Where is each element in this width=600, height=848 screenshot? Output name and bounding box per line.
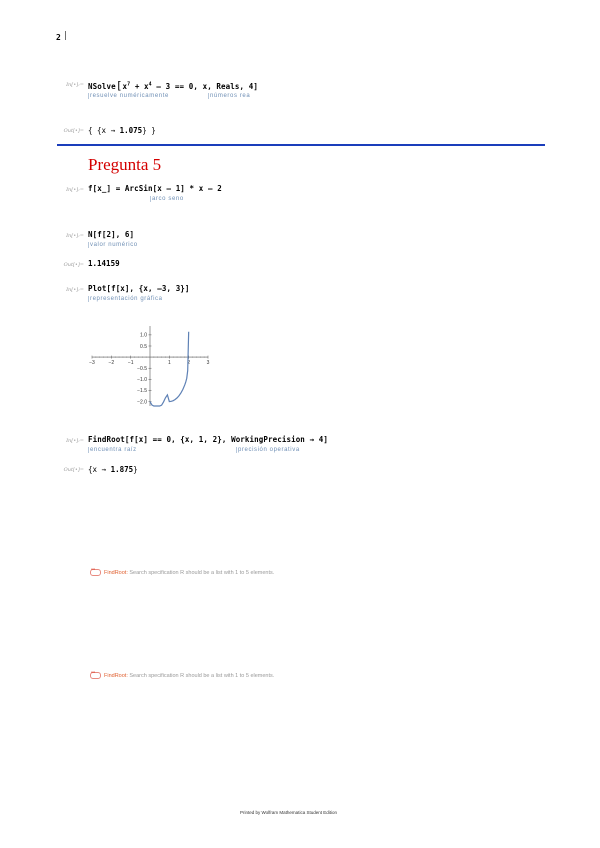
y-tick-label: 1.0 [140, 332, 147, 339]
output-label: Out[•]= [63, 262, 84, 268]
findroot-hint: encuentra raíz [90, 447, 137, 453]
page-number: 2 [56, 33, 61, 42]
footer-text: Printed by Wolfram Mathematica Student Edition [240, 810, 337, 815]
nsolve-output: { {x → 1.075} } [88, 126, 156, 135]
section-rule [57, 144, 545, 146]
numeric-output: 1.14159 [88, 259, 120, 268]
numeric-hint: valor numérico [90, 242, 138, 248]
y-tick-label: −1.0 [137, 377, 147, 384]
error-message[interactable]: •••FindRoot: Search specification R should be a list with 1 to 5 elements. [90, 672, 274, 679]
output-label: Out[•]= [63, 467, 84, 473]
plot-input[interactable]: Plot[f[x], {x, –3, 3}] [88, 284, 190, 293]
message-dots-icon[interactable] [90, 672, 101, 679]
x-tick-label: 2 [187, 360, 191, 367]
y-tick-label: 0.5 [140, 343, 147, 350]
x-tick-label: 3 [206, 360, 210, 367]
nsolve-input[interactable]: $NSolve[x^7 + x^4 - 3 == 0$, x, Reals, 4] [88, 79, 258, 92]
function-plot[interactable] [84, 322, 216, 410]
error-message[interactable]: •••FindRoot: Search specification R should be a list with 1 to 5 elements. [90, 569, 274, 576]
arcsin-hint: arco seno [152, 196, 184, 202]
x-tick-label: −3 [89, 360, 95, 367]
x-tick-label: −2 [108, 360, 115, 367]
plot-hint: representación gráfica [90, 296, 163, 302]
section-title[interactable]: Pregunta 5 [88, 155, 162, 174]
input-label: In[•]:= [66, 438, 84, 444]
output-label: Out[•]= [63, 128, 84, 134]
input-label: In[•]:= [66, 287, 84, 293]
x-tick-label: 1 [167, 360, 171, 367]
definition-input[interactable]: f[x_] = ArcSin[x – 1] * x – 2 [88, 184, 222, 193]
findroot-output: {x → 1.875} [88, 465, 138, 474]
reals-hint: números rea [210, 93, 251, 99]
precision-hint: precisión operativa [238, 447, 300, 453]
function-curve [150, 332, 189, 406]
page-number-separator: | [64, 31, 68, 41]
y-tick-label: −2.0 [137, 399, 147, 406]
numeric-input[interactable]: N[f[2], 6] [88, 230, 135, 239]
y-tick-label: −1.5 [137, 388, 147, 395]
x-tick-label: −1 [127, 360, 134, 367]
findroot-input[interactable]: FindRoot[f[x] == 0, {x, 1, 2}, WorkingPrecision → 4] [88, 435, 328, 444]
message-dots-icon[interactable] [90, 569, 101, 576]
nsolve-hint: resuelve numéricamente [90, 93, 169, 99]
y-tick-label: −0.5 [137, 366, 147, 373]
input-label: In[•]:= [66, 187, 84, 193]
input-label: In[•]:= [66, 233, 84, 239]
input-label: In[•]:= [66, 82, 84, 88]
